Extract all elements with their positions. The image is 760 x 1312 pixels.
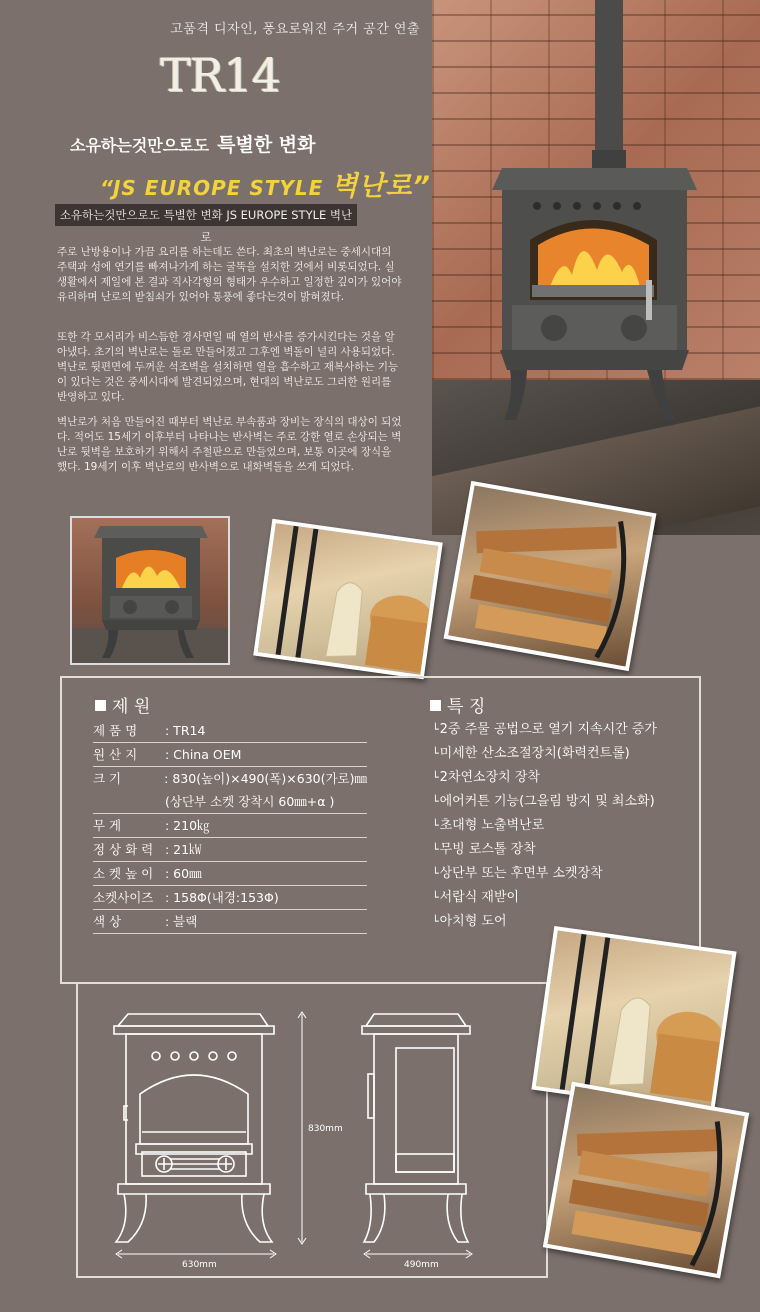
paragraph-1: 주로 난방용이나 가끔 요리를 하는데도 쓴다. 최초의 벽난로는 중세시대의 주택과 성에 연기를 빠져나가게 하는 굴뚝을 설치한 것에서 비롯되었다. 실생활에서 제일에 본 결과 직사각형의 형태가 우수하고 일정한 깊이가 있어야 유리하며 난로의 받침쇠가 있어야 통풍에 좋다는것이 밝혀졌다. — [57, 246, 402, 303]
firewood-illustration — [448, 486, 652, 667]
feature-text: 2중 주물 공법으로 열기 지속시간 증가 — [439, 722, 657, 737]
feature-text: 초대형 노출벽난로 — [439, 818, 545, 833]
hero-stove-photo — [432, 0, 760, 535]
spec-value: : 830(높이)×490(폭)×630(가로)㎜ — [164, 771, 367, 786]
feature-item — [432, 886, 702, 910]
stove-thumbnail-photo — [70, 516, 230, 665]
feature-text: 2차연소장치 장착 — [439, 770, 540, 785]
spec-row — [93, 743, 367, 767]
feature-item — [432, 838, 702, 862]
model-title: TR14 — [160, 48, 280, 102]
depth-dimension-label: 490mm — [404, 1260, 439, 1270]
corner-tick-icon: └ — [432, 747, 439, 760]
firewood-illustration-2 — [547, 1086, 744, 1273]
spec-row — [93, 790, 367, 814]
feature-item — [432, 814, 702, 838]
width-dimension-label: 630mm — [182, 1260, 217, 1270]
spec-key: 크 기 — [93, 771, 122, 786]
features-title-text: 특 징 — [447, 697, 486, 717]
spec-key: 제 품 명 — [93, 723, 138, 738]
feature-text: 아치형 도어 — [439, 914, 507, 929]
spec-key — [93, 791, 165, 813]
features-list — [432, 718, 702, 934]
tagline: 고품격 디자인, 풍요로워진 주거 공간 연출 — [170, 22, 420, 37]
corner-tick-icon: └ — [432, 867, 439, 880]
spec-value: : China OEM — [165, 747, 242, 762]
spec-value: : 블랙 — [165, 914, 198, 929]
feature-item — [432, 766, 702, 790]
stove-illustration — [432, 0, 760, 535]
stove-thumbnail-illustration — [72, 518, 228, 663]
technical-drawing-box — [76, 984, 548, 1278]
corner-tick-icon: └ — [432, 891, 439, 904]
tools-glove-illustration-2 — [536, 931, 732, 1111]
height-dimension-label: 830mm — [308, 1124, 343, 1134]
corner-tick-icon: └ — [432, 819, 439, 832]
subheadline-hand: 벽난로” — [331, 171, 431, 202]
spec-row — [93, 719, 367, 743]
spec-heading — [95, 692, 150, 717]
paragraph-3: 벽난로가 처음 만들어진 때부터 벽난로 부속품과 장비는 장식의 대상이 되었다. 적어도 15세기 이후부터 나타나는 반사벽는 주로 강한 열로 손상되는 벽난로 뒷벽을 보호하기 위해서 주철판으로 만들었으며, 보통 이곳에 장식을 했다. 19세기 이후 벽난로의 반사벽으로 내화벽돌을 쓰게 되었다. — [57, 416, 402, 473]
spec-key: 소 켓 높 이 — [93, 866, 154, 881]
spec-row — [93, 910, 367, 934]
feature-text: 에어커튼 기능(그을림 방지 및 최소화) — [439, 794, 655, 809]
square-bullet-icon — [95, 700, 106, 711]
subheadline-text: “JS EUROPE STYLE — [100, 176, 324, 200]
feature-item — [432, 790, 702, 814]
features-heading — [430, 692, 485, 717]
feature-item — [432, 718, 702, 742]
subheadline — [100, 164, 431, 203]
spec-value: (상단부 소켓 장착시 60㎜+α ) — [165, 794, 335, 809]
firewood-rack-photo — [444, 481, 657, 671]
spec-key: 소켓사이즈 — [93, 890, 154, 905]
spec-value: : 158Φ(내경:153Φ) — [165, 890, 279, 905]
front-view-drawing — [114, 1014, 274, 1242]
feature-text: 무빙 로스톨 장착 — [439, 842, 536, 857]
spec-key: 정 상 화 력 — [93, 842, 154, 857]
tools-glove-photo-2 — [531, 926, 736, 1115]
spec-key: 색 상 — [93, 914, 122, 929]
spec-key: 무 게 — [93, 818, 122, 833]
feature-item — [432, 862, 702, 886]
corner-tick-icon: └ — [432, 723, 439, 736]
side-view-drawing — [362, 1014, 470, 1242]
firewood-rack-photo-2 — [543, 1082, 749, 1279]
label-bar: 소유하는것만으로도 특별한 변화 JS EUROPE STYLE 벽난로 — [55, 204, 357, 226]
corner-tick-icon: └ — [432, 915, 439, 928]
spec-row — [93, 838, 367, 862]
spec-key: 원 산 지 — [93, 747, 138, 762]
spec-row — [93, 767, 367, 790]
headline — [70, 130, 316, 157]
spec-value: : TR14 — [165, 723, 206, 738]
paragraph-2: 또한 각 모서리가 비스듬한 경사면일 때 열의 반사를 증가시킨다는 것을 알아냈다. 초기의 벽난로는 돌로 만들어졌고 그후엔 벽돌이 널리 사용되었다. 벽난로 뒷편면에 두꺼운 석조벽을 설치하면 열을 흡수하고 재복사하는 기능이 있다는 것은 중세시대에 발견되었으며, 현대의 벽난로도 그러한 원리를 반영하고 있다. — [57, 331, 399, 403]
feature-text: 미세한 산소조절장치(화력컨트롤) — [439, 746, 630, 761]
corner-tick-icon: └ — [432, 843, 439, 856]
corner-tick-icon: └ — [432, 795, 439, 808]
spec-value: : 60㎜ — [165, 866, 202, 881]
spec-value: : 21㎾ — [165, 842, 202, 857]
headline-small: 소유하는것만으로도 — [70, 136, 210, 155]
feature-text: 상단부 또는 후면부 소켓장착 — [439, 866, 603, 881]
spec-value: : 210㎏ — [165, 818, 210, 833]
corner-tick-icon: └ — [432, 771, 439, 784]
spec-row — [93, 862, 367, 886]
feature-text: 서랍식 재받이 — [439, 890, 520, 905]
tools-glove-photo — [253, 519, 443, 680]
spec-title-text: 제 원 — [112, 697, 151, 717]
spec-row — [93, 886, 367, 910]
spec-table — [93, 719, 367, 934]
square-bullet-icon — [430, 700, 441, 711]
feature-item — [432, 742, 702, 766]
headline-big: 특별한 변화 — [217, 134, 316, 156]
spec-row — [93, 814, 367, 838]
tools-glove-illustration — [258, 523, 438, 675]
